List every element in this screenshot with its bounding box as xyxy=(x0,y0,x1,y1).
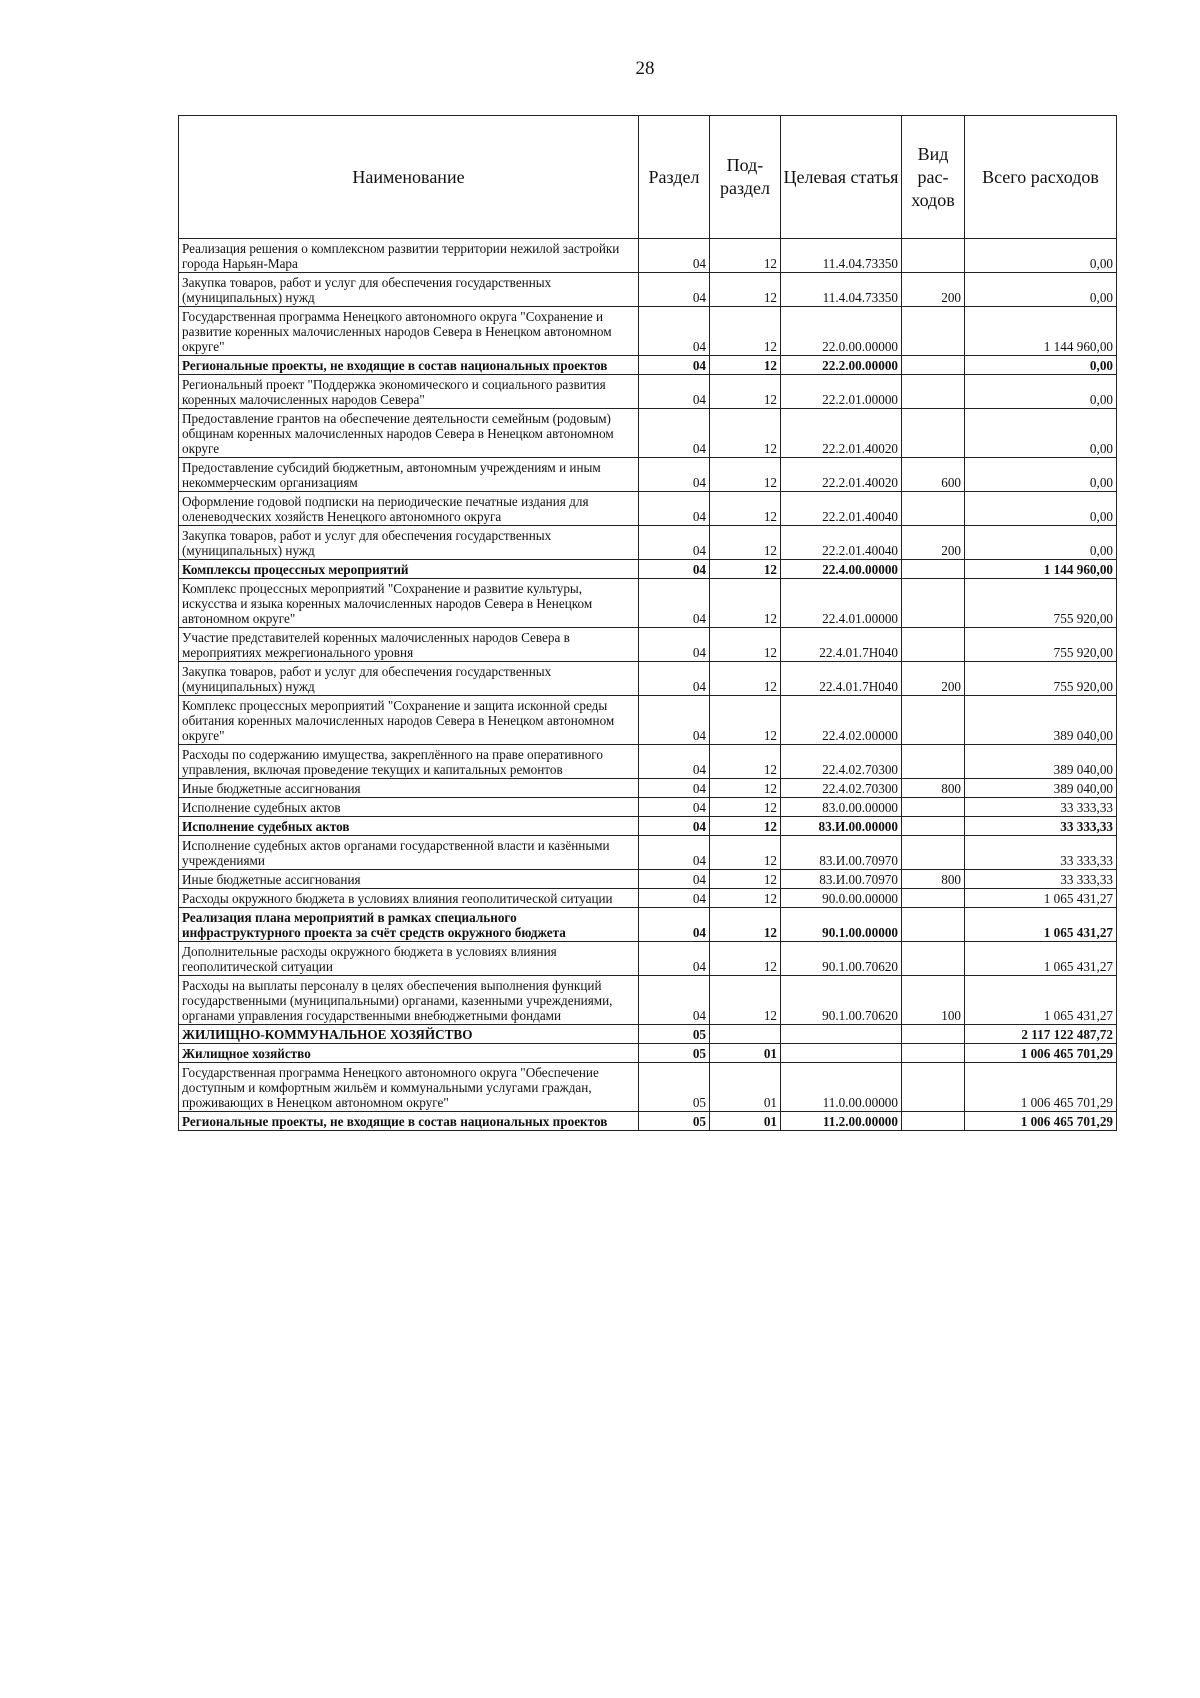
header-expense-type: Вид рас-ходов xyxy=(902,116,965,239)
table-row xyxy=(179,239,1117,273)
row-expense-type xyxy=(902,628,965,662)
row-total: 1 065 431,27 xyxy=(965,942,1117,976)
row-section: 04 xyxy=(639,409,710,458)
row-section: 04 xyxy=(639,526,710,560)
row-expense-type xyxy=(902,1112,965,1131)
row-name: Участие представителей коренных малочисленных народов Севера в мероприятиях межрегионального уровня xyxy=(179,628,639,662)
budget-table xyxy=(178,115,1117,1131)
row-expense-type xyxy=(902,409,965,458)
row-section: 05 xyxy=(639,1044,710,1063)
row-target-article: 22.4.01.7Н040 xyxy=(781,662,902,696)
row-subsection: 12 xyxy=(710,375,781,409)
row-total: 1 006 465 701,29 xyxy=(965,1063,1117,1112)
table-row xyxy=(179,908,1117,942)
row-expense-type xyxy=(902,492,965,526)
table-row xyxy=(179,870,1117,889)
header-target-article: Целевая статья xyxy=(781,116,902,239)
row-target-article: 22.2.01.40040 xyxy=(781,526,902,560)
row-subsection: 12 xyxy=(710,696,781,745)
row-expense-type xyxy=(902,356,965,375)
row-target-article: 22.4.02.00000 xyxy=(781,696,902,745)
row-subsection: 01 xyxy=(710,1044,781,1063)
row-total: 2 117 122 487,72 xyxy=(965,1025,1117,1044)
row-target-article: 22.4.01.00000 xyxy=(781,579,902,628)
row-subsection: 12 xyxy=(710,628,781,662)
row-name: Исполнение судебных актов xyxy=(179,798,639,817)
row-subsection: 12 xyxy=(710,908,781,942)
header-subsection: Под-раздел xyxy=(710,116,781,239)
row-section: 04 xyxy=(639,492,710,526)
row-target-article: 83.И.00.00000 xyxy=(781,817,902,836)
row-expense-type xyxy=(902,889,965,908)
table-header-row xyxy=(179,116,1117,239)
row-section: 04 xyxy=(639,356,710,375)
row-target-article: 90.1.00.70620 xyxy=(781,942,902,976)
row-name: Закупка товаров, работ и услуг для обеспечения государственных (муниципальных) нужд xyxy=(179,526,639,560)
row-subsection: 12 xyxy=(710,526,781,560)
row-section: 04 xyxy=(639,976,710,1025)
row-subsection: 12 xyxy=(710,836,781,870)
row-section: 04 xyxy=(639,836,710,870)
row-total: 33 333,33 xyxy=(965,836,1117,870)
row-expense-type xyxy=(902,908,965,942)
row-expense-type: 600 xyxy=(902,458,965,492)
row-section: 05 xyxy=(639,1025,710,1044)
row-subsection: 12 xyxy=(710,662,781,696)
table-row xyxy=(179,307,1117,356)
table-row xyxy=(179,579,1117,628)
row-expense-type: 200 xyxy=(902,662,965,696)
row-section: 04 xyxy=(639,798,710,817)
row-subsection: 12 xyxy=(710,889,781,908)
row-expense-type xyxy=(902,817,965,836)
row-total: 0,00 xyxy=(965,526,1117,560)
table-row xyxy=(179,273,1117,307)
row-target-article: 22.2.01.40020 xyxy=(781,458,902,492)
row-subsection: 12 xyxy=(710,239,781,273)
table-row xyxy=(179,458,1117,492)
header-name: Наименование xyxy=(179,116,639,239)
row-expense-type xyxy=(902,696,965,745)
table-row xyxy=(179,560,1117,579)
row-name: Государственная программа Ненецкого автономного округа "Обеспечение доступным и комфортным жильём и коммунальными услугами граждан, проживающих в Ненецком автономном округе" xyxy=(179,1063,639,1112)
row-expense-type xyxy=(902,239,965,273)
row-target-article: 83.0.00.00000 xyxy=(781,798,902,817)
row-total: 1 006 465 701,29 xyxy=(965,1112,1117,1131)
row-name: Жилищное хозяйство xyxy=(179,1044,639,1063)
row-total: 0,00 xyxy=(965,356,1117,375)
row-target-article: 22.4.01.7Н040 xyxy=(781,628,902,662)
row-total: 0,00 xyxy=(965,409,1117,458)
row-section: 04 xyxy=(639,273,710,307)
row-target-article: 22.2.01.00000 xyxy=(781,375,902,409)
row-subsection: 12 xyxy=(710,307,781,356)
row-subsection: 12 xyxy=(710,409,781,458)
row-name: Государственная программа Ненецкого автономного округа "Сохранение и развитие коренных малочисленных народов Севера в Ненецком автономном округе" xyxy=(179,307,639,356)
row-section: 04 xyxy=(639,908,710,942)
row-name: Исполнение судебных актов органами государственной власти и казёнными учреждениями xyxy=(179,836,639,870)
row-section: 04 xyxy=(639,817,710,836)
row-section: 04 xyxy=(639,889,710,908)
row-expense-type xyxy=(902,836,965,870)
table-row xyxy=(179,942,1117,976)
row-section: 04 xyxy=(639,579,710,628)
row-total: 389 040,00 xyxy=(965,745,1117,779)
row-total: 1 065 431,27 xyxy=(965,889,1117,908)
row-section: 04 xyxy=(639,662,710,696)
row-subsection: 12 xyxy=(710,560,781,579)
page-number: 28 xyxy=(635,58,655,79)
table-row xyxy=(179,526,1117,560)
row-target-article: 22.4.00.00000 xyxy=(781,560,902,579)
row-expense-type: 100 xyxy=(902,976,965,1025)
row-section: 04 xyxy=(639,239,710,273)
row-subsection: 12 xyxy=(710,492,781,526)
row-target-article: 90.1.00.70620 xyxy=(781,976,902,1025)
table-row xyxy=(179,817,1117,836)
row-expense-type xyxy=(902,579,965,628)
row-target-article: 90.0.00.00000 xyxy=(781,889,902,908)
row-total: 1 065 431,27 xyxy=(965,908,1117,942)
row-name: Региональные проекты, не входящие в состав национальных проектов xyxy=(179,356,639,375)
row-name: Региональный проект "Поддержка экономического и социального развития коренных малочисленных народов Севера" xyxy=(179,375,639,409)
row-name: Закупка товаров, работ и услуг для обеспечения государственных (муниципальных) нужд xyxy=(179,273,639,307)
table-row xyxy=(179,492,1117,526)
row-section: 04 xyxy=(639,307,710,356)
row-total: 755 920,00 xyxy=(965,662,1117,696)
table-row xyxy=(179,628,1117,662)
row-total: 0,00 xyxy=(965,239,1117,273)
row-total: 0,00 xyxy=(965,492,1117,526)
row-section: 04 xyxy=(639,628,710,662)
row-expense-type xyxy=(902,942,965,976)
row-total: 755 920,00 xyxy=(965,579,1117,628)
table-body xyxy=(179,239,1117,1131)
row-expense-type xyxy=(902,745,965,779)
row-subsection: 01 xyxy=(710,1063,781,1112)
row-target-article: 11.4.04.73350 xyxy=(781,239,902,273)
table-row xyxy=(179,375,1117,409)
row-target-article xyxy=(781,1025,902,1044)
header-total-expenses: Всего расходов xyxy=(965,116,1117,239)
row-subsection: 12 xyxy=(710,745,781,779)
row-subsection: 12 xyxy=(710,798,781,817)
row-subsection: 12 xyxy=(710,273,781,307)
row-name: Комплекс процессных мероприятий "Сохранение и защита исконной среды обитания коренных малочисленных народов Севера в Ненецком автономном округе" xyxy=(179,696,639,745)
row-section: 04 xyxy=(639,870,710,889)
row-name: Расходы окружного бюджета в условиях влияния геополитической ситуации xyxy=(179,889,639,908)
row-target-article: 11.0.00.00000 xyxy=(781,1063,902,1112)
row-section: 05 xyxy=(639,1063,710,1112)
row-name: Оформление годовой подписки на периодические печатные издания для оленеводческих хозяйств Ненецкого автономного округа xyxy=(179,492,639,526)
row-name: Иные бюджетные ассигнования xyxy=(179,870,639,889)
row-subsection: 12 xyxy=(710,870,781,889)
row-section: 04 xyxy=(639,458,710,492)
row-expense-type xyxy=(902,375,965,409)
table-row xyxy=(179,1063,1117,1112)
row-name: ЖИЛИЩНО-КОММУНАЛЬНОЕ ХОЗЯЙСТВО xyxy=(179,1025,639,1044)
row-name: Реализация плана мероприятий в рамках специального инфраструктурного проекта за счёт средств окружного бюджета xyxy=(179,908,639,942)
row-expense-type xyxy=(902,560,965,579)
row-expense-type: 200 xyxy=(902,526,965,560)
row-target-article: 11.2.00.00000 xyxy=(781,1112,902,1131)
row-subsection: 12 xyxy=(710,779,781,798)
table-row xyxy=(179,1044,1117,1063)
row-section: 05 xyxy=(639,1112,710,1131)
row-name: Реализация решения о комплексном развитии территории нежилой застройки города Нарьян-Мара xyxy=(179,239,639,273)
row-expense-type xyxy=(902,1044,965,1063)
row-total: 0,00 xyxy=(965,375,1117,409)
table-row xyxy=(179,745,1117,779)
row-name: Расходы на выплаты персоналу в целях обеспечения выполнения функций государственными (муниципальными) органами, казенными учреждениями, органами управления государственными внебюджетными фондами xyxy=(179,976,639,1025)
row-target-article: 22.2.01.40020 xyxy=(781,409,902,458)
row-name: Комплекс процессных мероприятий "Сохранение и развитие культуры, искусства и языка коренных малочисленных народов Севера в Ненецком автономном округе" xyxy=(179,579,639,628)
row-total: 1 006 465 701,29 xyxy=(965,1044,1117,1063)
row-expense-type xyxy=(902,307,965,356)
row-target-article: 83.И.00.70970 xyxy=(781,836,902,870)
row-section: 04 xyxy=(639,942,710,976)
row-total: 1 065 431,27 xyxy=(965,976,1117,1025)
row-total: 389 040,00 xyxy=(965,779,1117,798)
table-row xyxy=(179,409,1117,458)
row-subsection: 01 xyxy=(710,1112,781,1131)
row-section: 04 xyxy=(639,696,710,745)
row-target-article: 22.4.02.70300 xyxy=(781,779,902,798)
row-name: Расходы по содержанию имущества, закреплённого на праве оперативного управления, включая проведение текущих и капитальных ремонтов xyxy=(179,745,639,779)
row-subsection: 12 xyxy=(710,458,781,492)
row-total: 1 144 960,00 xyxy=(965,307,1117,356)
row-target-article: 22.4.02.70300 xyxy=(781,745,902,779)
table-row xyxy=(179,889,1117,908)
row-subsection: 12 xyxy=(710,942,781,976)
row-expense-type xyxy=(902,798,965,817)
table-row xyxy=(179,836,1117,870)
table-row xyxy=(179,1025,1117,1044)
row-target-article: 22.2.00.00000 xyxy=(781,356,902,375)
row-target-article: 22.0.00.00000 xyxy=(781,307,902,356)
row-target-article: 83.И.00.70970 xyxy=(781,870,902,889)
row-name: Дополнительные расходы окружного бюджета в условиях влияния геополитической ситуации xyxy=(179,942,639,976)
row-expense-type: 200 xyxy=(902,273,965,307)
row-target-article: 11.4.04.73350 xyxy=(781,273,902,307)
table-row xyxy=(179,1112,1117,1131)
row-expense-type: 800 xyxy=(902,779,965,798)
row-total: 755 920,00 xyxy=(965,628,1117,662)
row-subsection xyxy=(710,1025,781,1044)
row-section: 04 xyxy=(639,779,710,798)
row-subsection: 12 xyxy=(710,356,781,375)
row-subsection: 12 xyxy=(710,817,781,836)
table-row xyxy=(179,356,1117,375)
row-total: 0,00 xyxy=(965,273,1117,307)
table-row xyxy=(179,779,1117,798)
row-name: Региональные проекты, не входящие в состав национальных проектов xyxy=(179,1112,639,1131)
row-total: 33 333,33 xyxy=(965,798,1117,817)
row-name: Иные бюджетные ассигнования xyxy=(179,779,639,798)
row-name: Закупка товаров, работ и услуг для обеспечения государственных (муниципальных) нужд xyxy=(179,662,639,696)
row-expense-type xyxy=(902,1025,965,1044)
row-name: Исполнение судебных актов xyxy=(179,817,639,836)
row-expense-type xyxy=(902,1063,965,1112)
table-row xyxy=(179,976,1117,1025)
row-section: 04 xyxy=(639,560,710,579)
row-total: 33 333,33 xyxy=(965,817,1117,836)
table-row xyxy=(179,662,1117,696)
row-total: 389 040,00 xyxy=(965,696,1117,745)
row-name: Предоставление грантов на обеспечение деятельности семейным (родовым) общинам коренных малочисленных народов Севера в Ненецком автономном округе xyxy=(179,409,639,458)
row-total: 33 333,33 xyxy=(965,870,1117,889)
header-section: Раздел xyxy=(639,116,710,239)
row-total: 1 144 960,00 xyxy=(965,560,1117,579)
table-row xyxy=(179,696,1117,745)
row-target-article xyxy=(781,1044,902,1063)
row-expense-type: 800 xyxy=(902,870,965,889)
row-target-article: 90.1.00.00000 xyxy=(781,908,902,942)
row-section: 04 xyxy=(639,745,710,779)
table-row xyxy=(179,798,1117,817)
row-total: 0,00 xyxy=(965,458,1117,492)
row-name: Предоставление субсидий бюджетным, автономным учреждениям и иным некоммерческим организациям xyxy=(179,458,639,492)
row-subsection: 12 xyxy=(710,976,781,1025)
row-subsection: 12 xyxy=(710,579,781,628)
row-name: Комплексы процессных мероприятий xyxy=(179,560,639,579)
row-section: 04 xyxy=(639,375,710,409)
row-target-article: 22.2.01.40040 xyxy=(781,492,902,526)
